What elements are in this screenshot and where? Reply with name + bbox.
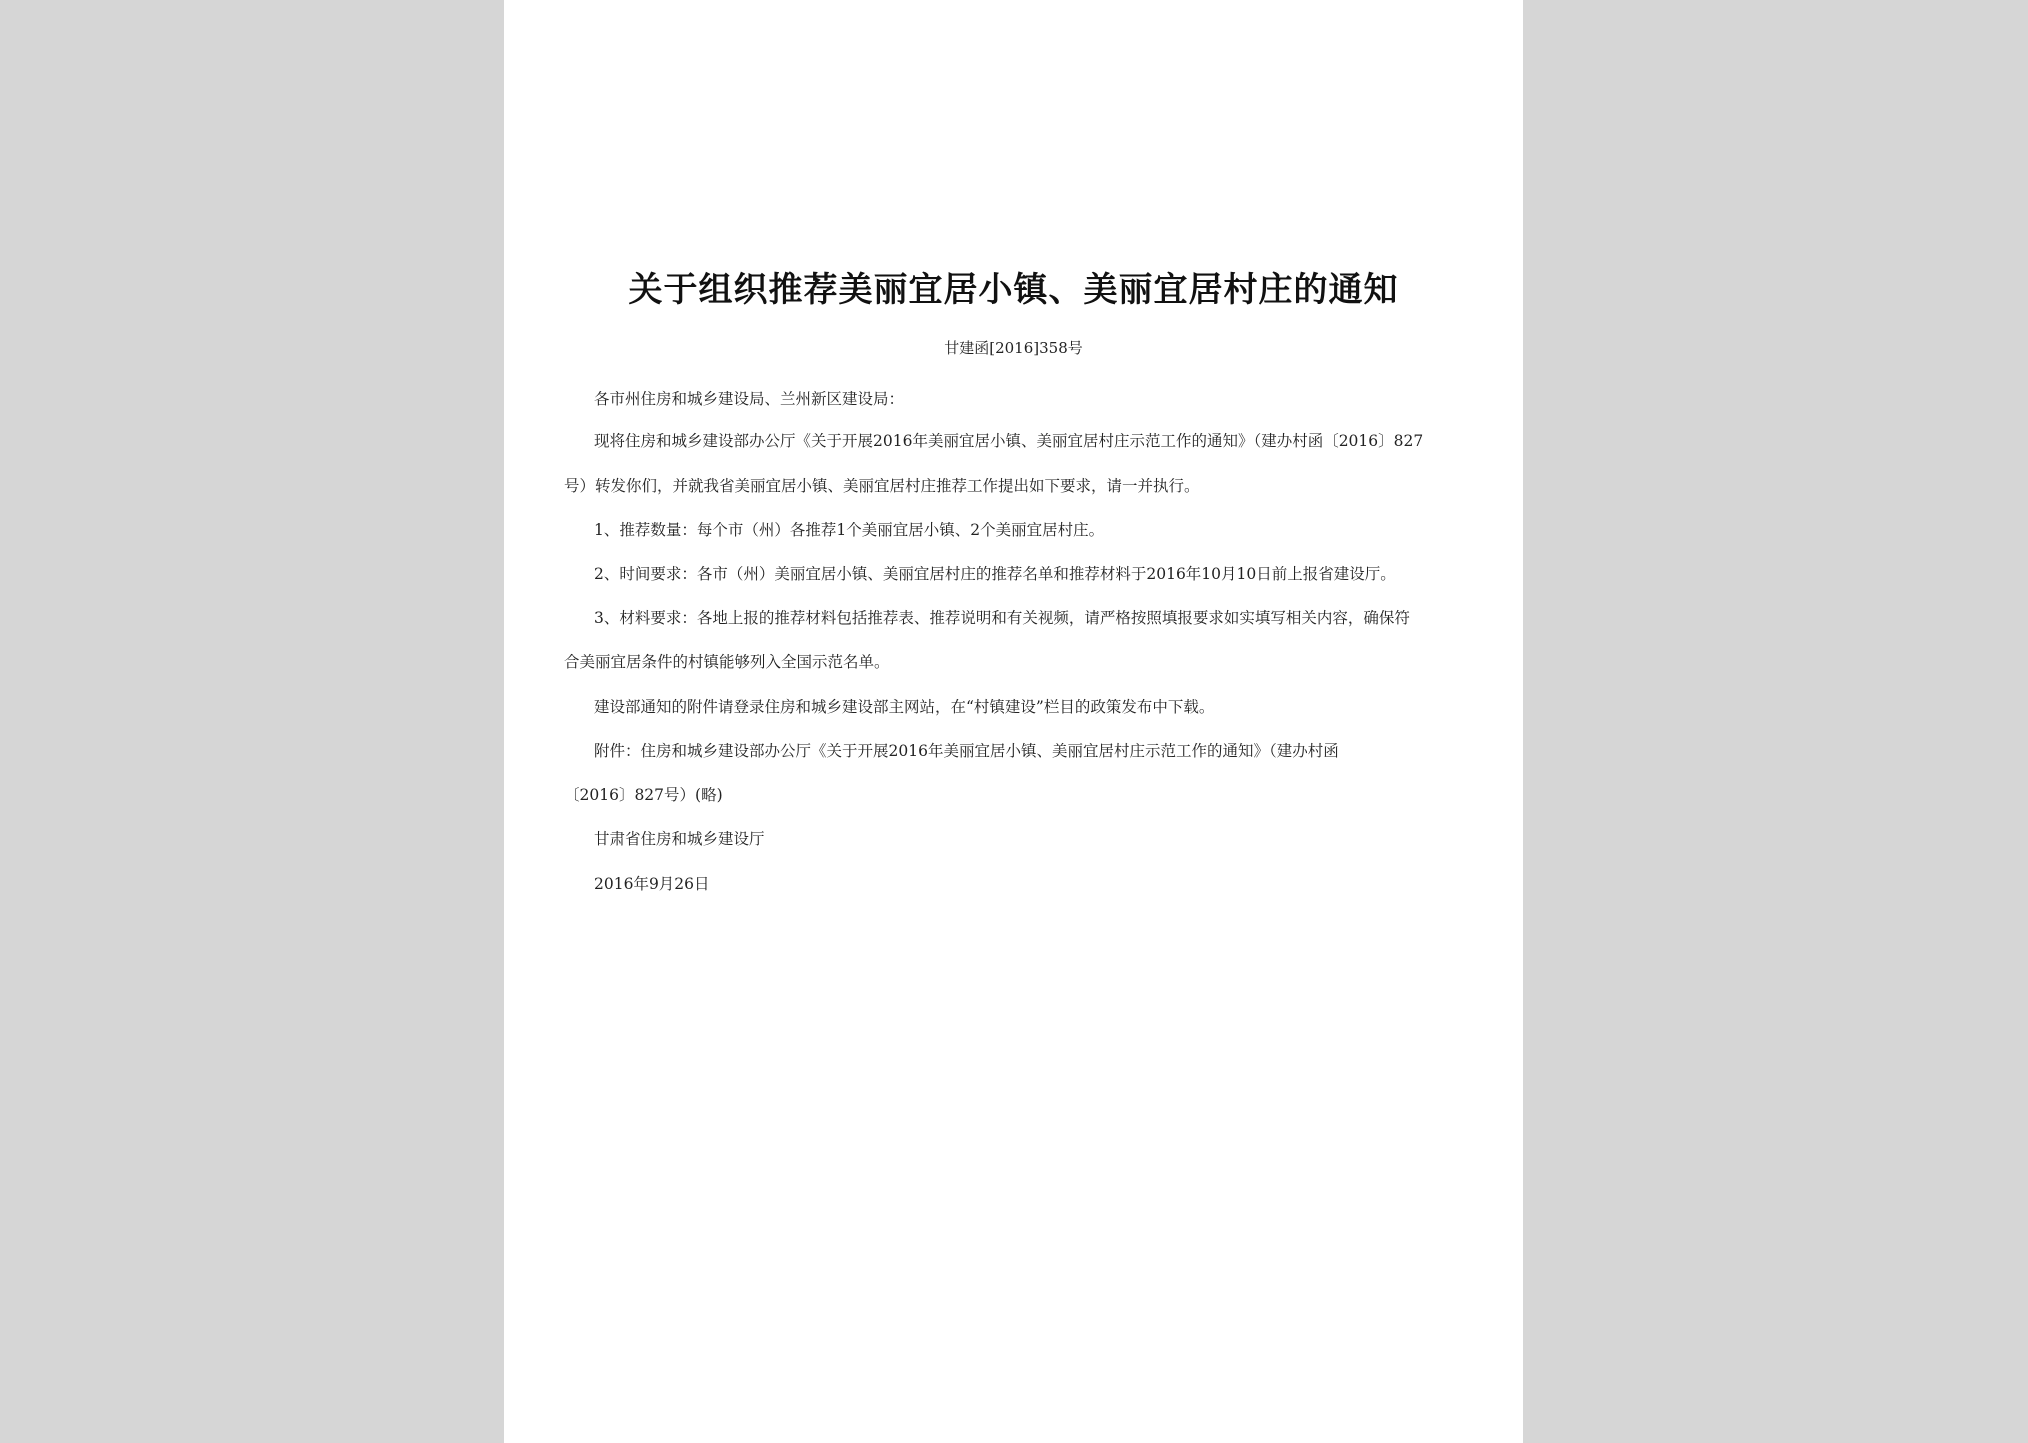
item-materials-line-2: 合美丽宜居条件的村镇能够列入全国示范名单。 <box>564 653 890 671</box>
item-materials-line-1: 3、材料要求：各地上报的推荐材料包括推荐表、推荐说明和有关视频，请严格按照填报要求如实填写相关内容，确保符 <box>594 609 1410 627</box>
attachment-line-2: 〔2016〕827号）(略) <box>564 786 723 804</box>
document-title: 关于组织推荐美丽宜居小镇、美丽宜居村庄的通知 <box>628 270 1399 310</box>
paragraph-1-line-1: 现将住房和城乡建设部办公厅《关于开展2016年美丽宜居小镇、美丽宜居村庄示范工作的通知》（建办村函〔2016〕827 <box>594 432 1424 450</box>
download-note: 建设部通知的附件请登录住房和城乡建设部主网站，在“村镇建设”栏目的政策发布中下载。 <box>594 698 1215 716</box>
item-deadline: 2、时间要求：各市（州）美丽宜居小镇、美丽宜居村庄的推荐名单和推荐材料于2016年10月10日前上报省建设厅。 <box>594 565 1396 583</box>
paragraph-1-line-2: 号）转发你们，并就我省美丽宜居小镇、美丽宜居村庄推荐工作提出如下要求，请一并执行。 <box>564 477 1200 495</box>
item-quantity: 1、推荐数量：每个市（州）各推荐1个美丽宜居小镇、2个美丽宜居村庄。 <box>594 521 1105 539</box>
document-page <box>504 0 1523 1443</box>
issue-date: 2016年9月26日 <box>594 875 710 893</box>
attachment-line-1: 附件：住房和城乡建设部办公厅《关于开展2016年美丽宜居小镇、美丽宜居村庄示范工作的通知》（建办村函 <box>594 742 1339 760</box>
document-number: 甘建函[2016]358号 <box>944 339 1083 357</box>
issuer: 甘肃省住房和城乡建设厅 <box>594 830 765 848</box>
addressee: 各市州住房和城乡建设局、兰州新区建设局： <box>594 390 905 408</box>
